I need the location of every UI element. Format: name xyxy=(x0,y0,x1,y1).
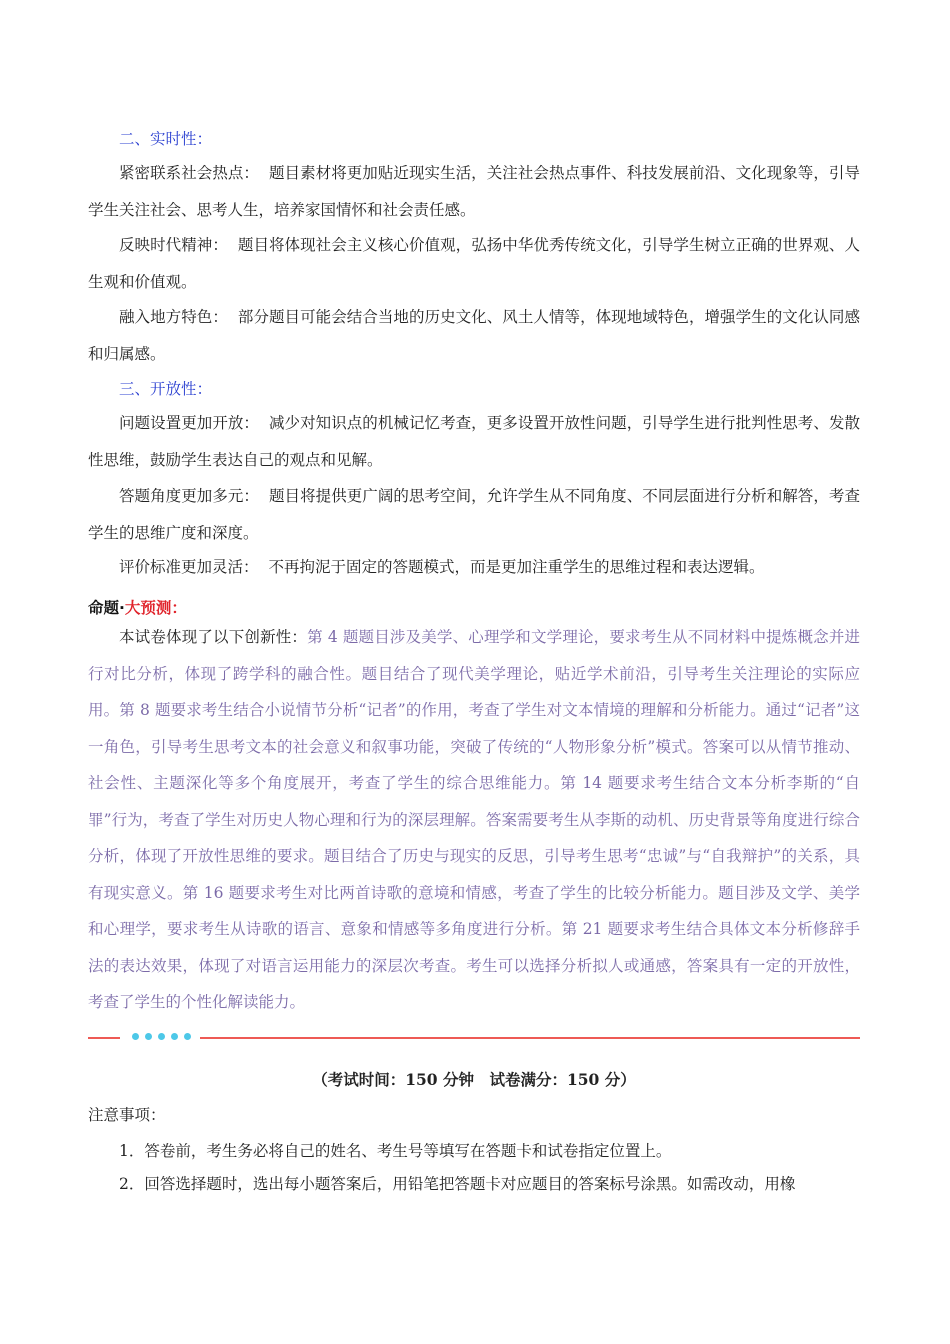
notice-item: 1．答卷前，考生务必将自己的姓名、考生号等填写在答题卡和试卷指定位置上。 xyxy=(119,1142,672,1160)
paragraph-text: 题目素材将更加贴近现实生活，关注社会热点事件、科技发展前沿、文化现象等，引导学生关注社会、思考人生，培养家国情怀和社会责任感。 xyxy=(88,164,860,219)
section-heading-realtime: 二、实时性： xyxy=(119,130,213,148)
exam-info: （考试时间：150 分钟 试卷满分：150 分） xyxy=(312,1070,636,1089)
paragraph-lead: 评价标准更加灵活： xyxy=(119,558,259,576)
divider-dot xyxy=(171,1033,178,1040)
prediction-body: 第 4 题题目涉及美学、心理学和文学理论，要求考生从不同材料中提炼概念并进行对比分析，体现了跨学科的融合性。题目结合了现代美学理论，贴近学术前沿，引导考生关注理论的实际应用。第 8 题要求考生结合小说情节分析“记者”的作用，考查了学生对文本情境的理解和分析能力。通过“记者”这一角色，引导考生思考文本的社会意义和叙事功能，突破了传统的“人物形象分析”模式。答案可以从情节推动、社会性、主题深化等多个角度展开，考查了学生的综合思维能力。第 14 题要求考生结合文本分析李斯的“自罪”行为，考查了学生对历史人物心理和行为的深层理解。答案需要考生从李斯的动机、历史背景等角度进行综合分析，体现了开放性思维的要求。题目结合了历史与现实的反思，引导考生思考“忠诚”与“自我辩护”的关系，具有现实意义。第 16 题要求考生对比两首诗歌的意境和情感，考查了学生的比较分析能力。题目涉及文学、美学和心理学，要求考生从诗歌的语言、意象和情感等多角度进行分析。第 21 题要求考生结合具体文本分析修辞手法的表达效果，体现了对语言运用能力的深层次考查。考生可以选择分析拟人或通感，答案具有一定的开放性，考查了学生的个性化解读能力。 xyxy=(88,628,860,1011)
paragraph-text: 题目将体现社会主义核心价值观，弘扬中华优秀传统文化，引导学生树立正确的世界观、人生观和价值观。 xyxy=(88,236,860,291)
divider-dot xyxy=(184,1033,191,1040)
paragraph-lead: 紧密联系社会热点： xyxy=(119,164,259,182)
paragraph-diverse-angles xyxy=(88,478,860,551)
divider-dot xyxy=(145,1033,152,1040)
divider-line-left xyxy=(88,1037,120,1039)
paragraph-text: 减少对知识点的机械记忆考查，更多设置开放性问题，引导学生进行批判性思考、发散性思维，鼓励学生表达自己的观点和见解。 xyxy=(88,414,860,469)
paragraph-lead: 融入地方特色： xyxy=(119,308,228,326)
divider-line-right xyxy=(200,1037,860,1039)
prediction-intro: 本试卷体现了以下创新性： xyxy=(119,628,308,646)
prediction-paragraph xyxy=(88,619,860,1021)
prediction-tag-part1: 命题· xyxy=(88,599,125,617)
paragraph-text: 部分题目可能会结合当地的历史文化、风土人情等，体现地域特色，增强学生的文化认同感和归属感。 xyxy=(88,308,860,363)
paragraph-open-questions xyxy=(88,405,860,478)
paragraph-local-features xyxy=(88,299,860,372)
notice-item: 2．回答选择题时，选出每小题答案后，用铅笔把答题卡对应题目的答案标号涂黑。如需改动，用橡 xyxy=(119,1175,796,1193)
paragraph-lead: 答题角度更加多元： xyxy=(119,487,259,505)
divider-dots xyxy=(132,1033,197,1043)
prediction-tag-part2: 大预测： xyxy=(124,599,187,617)
paragraph-era-spirit xyxy=(88,227,860,300)
paragraph-text: 不再拘泥于固定的答题模式，而是更加注重学生的思维过程和表达逻辑。 xyxy=(268,558,765,576)
divider-dot xyxy=(132,1033,139,1040)
section-heading-openness: 三、开放性： xyxy=(119,380,213,398)
paragraph-lead: 反映时代精神： xyxy=(119,236,228,254)
paragraph-social-hotspots xyxy=(88,155,860,228)
paragraph-lead: 问题设置更加开放： xyxy=(119,414,259,432)
paragraph-flexible-standards xyxy=(88,549,860,586)
paragraph-text: 题目将提供更广阔的思考空间，允许学生从不同角度、不同层面进行分析和解答，考查学生的思维广度和深度。 xyxy=(88,487,860,542)
divider-dot xyxy=(158,1033,165,1040)
section-divider xyxy=(88,1030,860,1046)
notice-title: 注意事项： xyxy=(88,1106,166,1124)
